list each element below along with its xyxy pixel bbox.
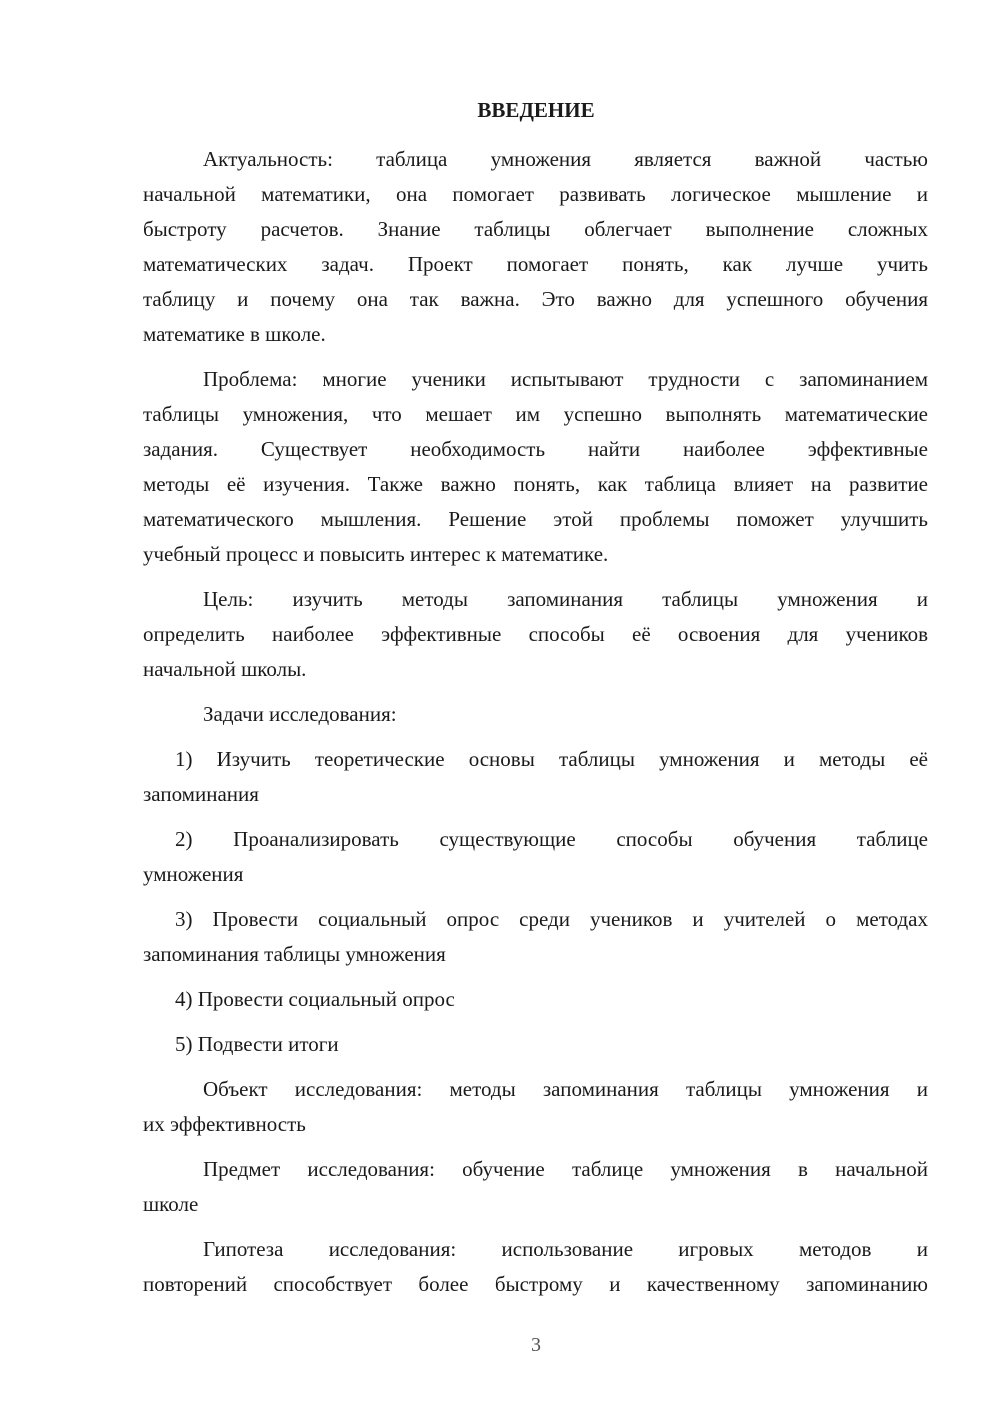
paragraph <box>143 1232 928 1302</box>
text-line: Предмет исследования: обучение таблице умножения в начальной <box>203 1157 928 1181</box>
paragraph <box>143 582 928 687</box>
list-item <box>143 902 928 972</box>
text-line: запоминания <box>143 782 259 806</box>
text-line: учебный процесс и повысить интерес к математике. <box>143 542 609 566</box>
text-line: методы её изучения. Также важно понять, как таблица влияет на развитие <box>143 472 928 496</box>
text-line: математике в школе. <box>143 322 326 346</box>
text-line: Актуальность: таблица умножения является важной частью <box>203 147 928 171</box>
text-line: таблицы умножения, что мешает им успешно выполнять математические <box>143 402 928 426</box>
text-line: задания. Существует необходимость найти наиболее эффективные <box>143 437 928 461</box>
section-heading: ВВЕДЕНИЕ <box>477 98 595 122</box>
text-line: запоминания таблицы умножения <box>143 942 446 966</box>
paragraph <box>143 142 928 352</box>
text-line: таблицу и почему она так важна. Это важно для успешного обучения <box>143 287 928 311</box>
document-body <box>143 142 928 1312</box>
text-line: 1) Изучить теоретические основы таблицы умножения и методы её <box>175 747 928 771</box>
list-item <box>143 982 928 1017</box>
text-line: школе <box>143 1192 199 1216</box>
text-line: 4) Провести социальный опрос <box>175 987 455 1011</box>
page-number: 3 <box>531 1334 541 1356</box>
text-line: Цель: изучить методы запоминания таблицы умножения и <box>203 587 928 611</box>
text-line: быстроту расчетов. Знание таблицы облегчает выполнение сложных <box>143 217 928 241</box>
text-line: начальной математики, она помогает развивать логическое мышление и <box>143 182 928 206</box>
text-line: 5) Подвести итоги <box>175 1032 339 1056</box>
list-item <box>143 742 928 812</box>
text-line: умножения <box>143 862 244 886</box>
list-item <box>143 1027 928 1062</box>
text-line: начальной школы. <box>143 657 307 681</box>
text-line: Объект исследования: методы запоминания таблицы умножения и <box>203 1077 928 1101</box>
text-line: их эффективность <box>143 1112 306 1136</box>
paragraph <box>143 1072 928 1142</box>
text-line: Задачи исследования: <box>203 702 397 726</box>
text-line: математических задач. Проект помогает понять, как лучше учить <box>143 252 928 276</box>
list-item <box>143 822 928 892</box>
text-line: Гипотеза исследования: использование игровых методов и <box>203 1237 928 1261</box>
paragraph <box>143 697 928 732</box>
paragraph <box>143 1152 928 1222</box>
text-line: 3) Провести социальный опрос среди учеников и учителей о методах <box>175 907 928 931</box>
text-line: Проблема: многие ученики испытывают трудности с запоминанием <box>203 367 928 391</box>
text-line: математического мышления. Решение этой проблемы поможет улучшить <box>143 507 928 531</box>
text-line: 2) Проанализировать существующие способы обучения таблице <box>175 827 928 851</box>
paragraph <box>143 362 928 572</box>
text-line: повторений способствует более быстрому и качественному запоминанию <box>143 1272 928 1296</box>
text-line: определить наиболее эффективные способы её освоения для учеников <box>143 622 928 646</box>
